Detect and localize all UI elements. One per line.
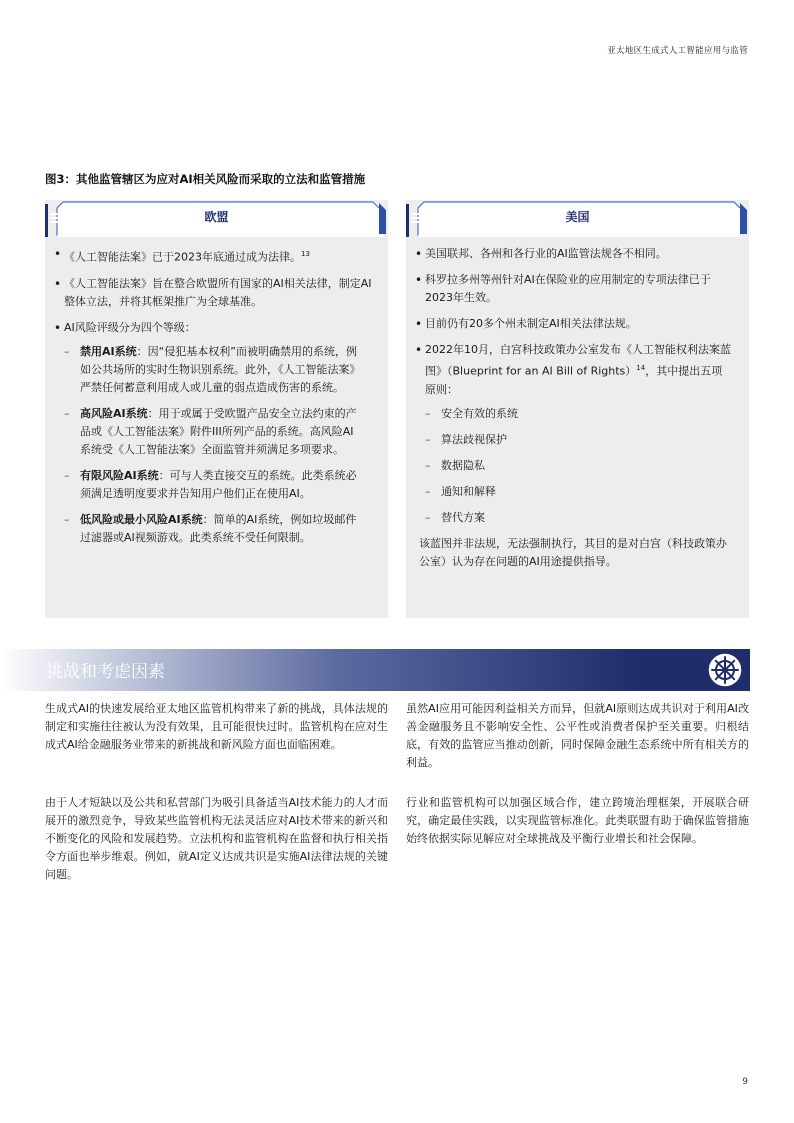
- list-item: [406, 483, 733, 501]
- eu-bullet-1: 《人工智能法案》已于2023年底通过成为法律。: [64, 250, 301, 264]
- eu-panel: [45, 200, 388, 618]
- ship-wheel-icon: [707, 652, 743, 688]
- list-item: [406, 431, 733, 449]
- risk-term: 高风险AI系统: [80, 406, 148, 420]
- running-head: 亚太地区生成式人工智能应用与监管: [607, 46, 748, 56]
- list-item: [45, 319, 388, 547]
- eu-tab: [45, 200, 388, 237]
- list-item: [406, 245, 749, 263]
- footnote-ref: 13: [301, 250, 310, 258]
- us-panel: [406, 200, 749, 618]
- risk-level-list: [64, 343, 372, 547]
- list-item: [45, 245, 388, 267]
- us-bullet-3: 目前仍有20多个州未制定AI相关法律法规。: [425, 317, 637, 330]
- list-item: [45, 405, 372, 459]
- us-bullet-4-pre: 2022年10月，白宫科技政策办公室发布《人工智能权利法案蓝图》（Blueprint for an AI Bill of Rights）: [425, 343, 731, 378]
- list-item: [406, 271, 749, 307]
- us-bullet-list: [406, 245, 749, 527]
- section-banner: [0, 649, 750, 691]
- risk-term: 禁用AI系统: [80, 344, 137, 358]
- principle: 数据隐私: [441, 458, 485, 472]
- list-item: [45, 511, 372, 547]
- list-item: [406, 457, 733, 475]
- us-bullet-2: 科罗拉多州等州针对AI在保险业的应用制定的专项法律已于2023年生效。: [425, 273, 711, 304]
- us-panel-body: [406, 245, 749, 571]
- us-bullet-1: 美国联邦、各州和各行业的AI监管法规各不相同。: [425, 247, 667, 260]
- risk-desc: ：用于或属于受欧盟产品安全立法约束的产品或《人工智能法案》附件III所列产品的系统。高风险AI系统受《人工智能法案》全面监管并须满足多项要求。: [80, 406, 357, 456]
- list-item: [406, 509, 733, 527]
- us-closing-note: 该蓝图并非法规，无法强制执行，其目的是对白宫（科技政策办公室）认为存在问题的AI用途提供指导。: [419, 536, 727, 568]
- risk-term: 有限风险AI系统: [80, 468, 159, 482]
- risk-desc: ：可与人类直接交互的系统。此类系统必须满足透明度要求并告知用户他们正在使用AI。: [80, 468, 357, 500]
- principle: 通知和解释: [441, 484, 496, 498]
- list-item: [45, 343, 372, 397]
- list-item: [406, 405, 733, 423]
- us-tab: [406, 200, 749, 237]
- paragraph-left-1: 生成式AI的快速发展给亚太地区监管机构带来了新的挑战，具体法规的制定和实施往往被认为没有效果，且可能很快过时。监管机构在应对生成式AI给金融服务业带来的新挑战和新风险方面也面临困难。: [45, 702, 388, 751]
- paragraph-left-2: 由于人才短缺以及公共和私营部门为吸引具备适当AI技术能力的人才而展开的激烈竞争，导致某些监管机构无法灵活应对AI技术带来的新兴和不断变化的风险和发展趋势。立法机构和监管机构在监督和执行相关指令方面也举步维艰。例如，就AI定义达成共识是实施AI法律法规的关键问题。: [45, 796, 388, 881]
- risk-desc: ：因“侵犯基本权利”而被明确禁用的系统，例如公共场所的实时生物识别系统。此外，《人工智能法案》严禁任何蓄意利用成人或儿童的弱点造成伤害的系统。: [80, 344, 358, 394]
- risk-desc: ：简单的AI系统，例如垃圾邮件过滤器或AI视频游戏。此类系统不受任何限制。: [80, 512, 357, 544]
- paragraph-right-1: 虽然AI应用可能因利益相关方而异，但就AI原则达成共识对于利用AI改善金融服务且不影响安全性、公平性或消费者保护至关重要。归根结底，有效的监管应当推动创新，同时保障金融生态系统中所有相关方的利益。: [406, 702, 749, 769]
- eu-bullet-list: [45, 245, 388, 547]
- eu-bullet-3: AI风险评级分为四个等级：: [64, 320, 196, 334]
- list-item: [45, 275, 388, 311]
- principle: 算法歧视保护: [441, 432, 507, 446]
- footnote-ref: 14: [636, 364, 646, 372]
- us-tab-label: 美国: [565, 210, 590, 224]
- eu-panel-body: [45, 245, 388, 555]
- eu-tab-label: 欧盟: [204, 210, 229, 224]
- page-number: 9: [742, 1077, 748, 1087]
- principles-list: [406, 405, 733, 527]
- list-item: [406, 341, 749, 527]
- us-bullet-4-post: ，其中提出五项原则：: [425, 364, 723, 396]
- list-item: [406, 315, 749, 333]
- paragraph-right-2: 行业和监管机构可以加强区域合作，建立跨境治理框架，开展联合研究，确定最佳实践，以实现监管标准化。此类联盟有助于确保监管措施始终依据实际见解应对全球挑战及平衡行业增长和社会保障。: [406, 796, 749, 845]
- principle: 替代方案: [441, 510, 485, 524]
- section-title: 挑战和考虑因素: [46, 662, 165, 682]
- principle: 安全有效的系统: [441, 406, 518, 420]
- figure-title: 图3：其他监管辖区为应对AI相关风险而采取的立法和监管措施: [45, 172, 366, 186]
- eu-bullet-2: 《人工智能法案》旨在整合欧盟所有国家的AI相关法律，制定AI整体立法，并将其框架推广为全球基准。: [64, 276, 372, 308]
- list-item: [45, 467, 372, 503]
- risk-term: 低风险或最小风险AI系统: [80, 512, 203, 526]
